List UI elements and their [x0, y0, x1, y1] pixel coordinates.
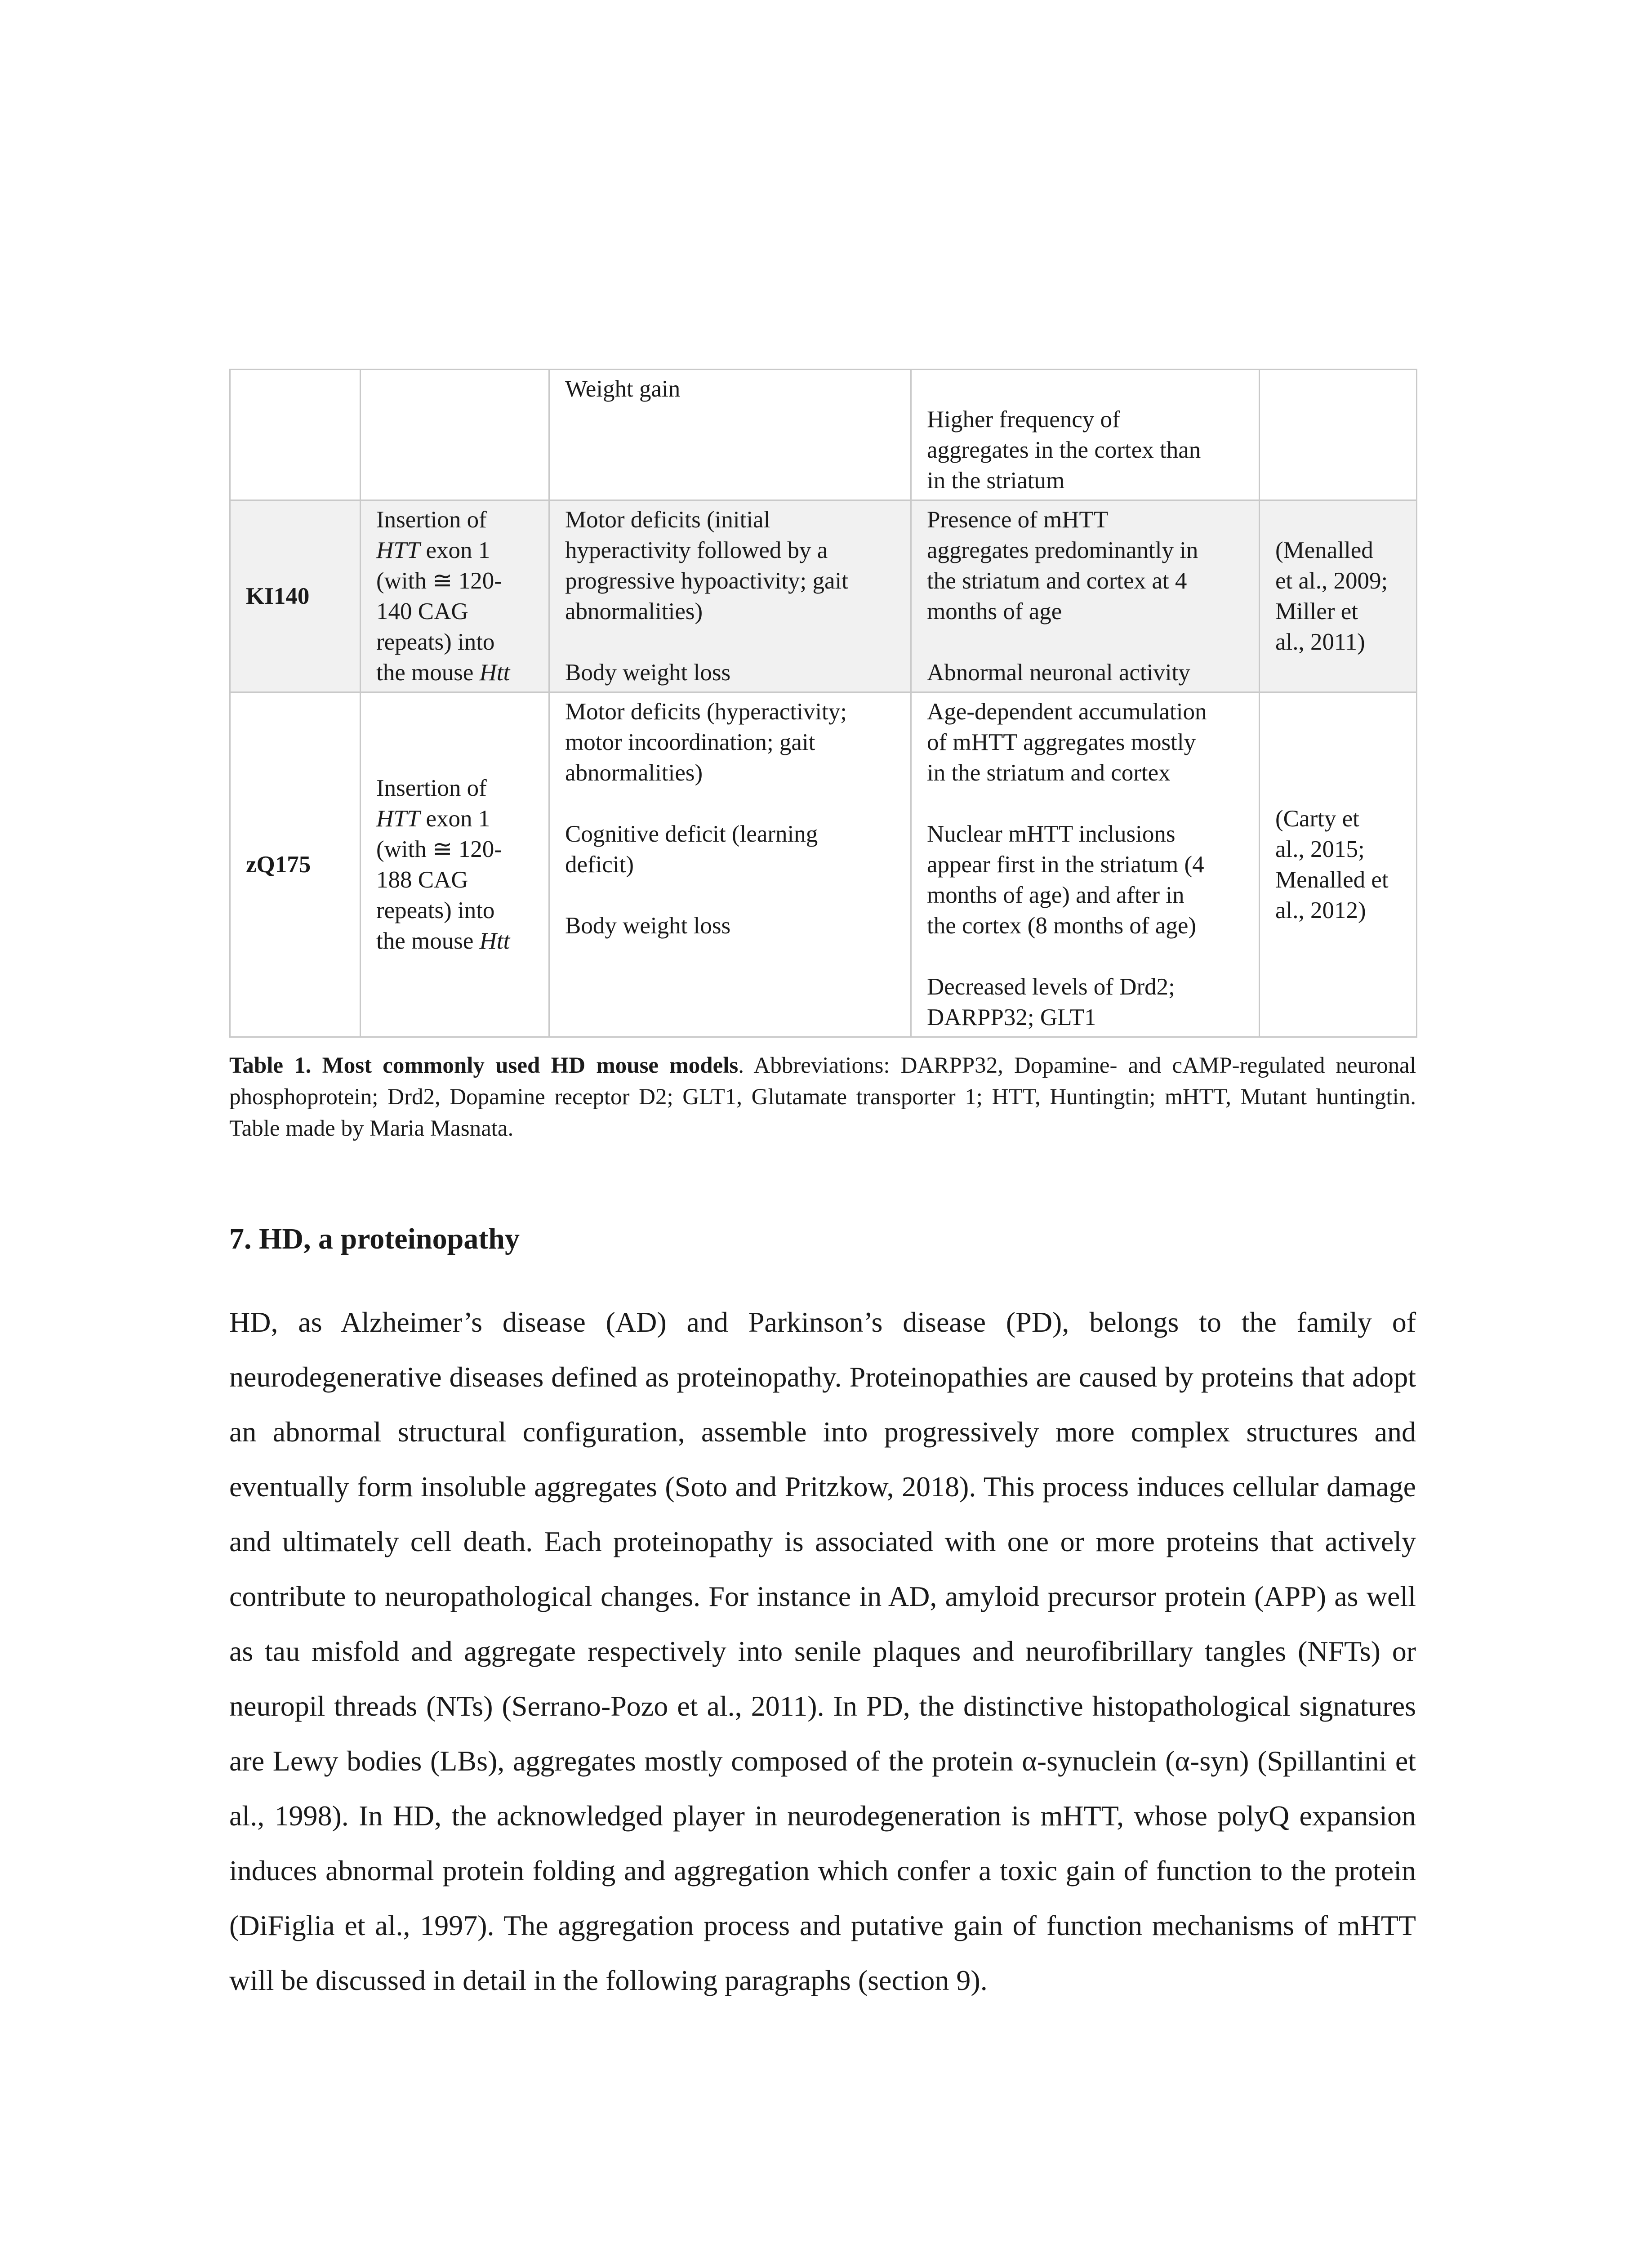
table-row	[230, 692, 1417, 1037]
cell-line: the mouse Htt	[376, 928, 510, 954]
cell-line: al., 2011)	[1275, 629, 1365, 655]
cell-line: (with ≅ 120-	[376, 836, 502, 862]
section-paragraph: HD, as Alzheimer’s disease (AD) and Parkinson’s disease (PD), belongs to the family of neurodegenerative diseases defined as proteinopathy. Proteinopathies are caused by proteins that adopt an abnormal structural configuration, assemble into progressively more complex structures and eventually form insoluble aggregates (Soto and Pritzkow, 2018). This process induces cellular damage and ultimately cell death. Each proteinopathy is associated with one or more proteins that actively contribute to neuropathological changes. For instance in AD, amyloid precursor protein (APP) as well as tau misfold and aggregate respectively into senile plaques and neurofibrillary tangles (NFTs) or neuropil threads (NTs) (Serrano-Pozo et al., 2011). In PD, the distinctive histopathological signatures are Lewy bodies (LBs), aggregates mostly composed of the protein α-synuclein (α-syn) (Spillantini et al., 1998). In HD, the acknowledged player in neurodegeneration is mHTT, whose polyQ expansion induces abnormal protein folding and aggregation which confer a toxic gain of function to the protein (DiFiglia et al., 1997). The aggregation process and putative gain of function mechanisms of mHTT will be discussed in detail in the following paragraphs (section 9).	[229, 1306, 1416, 1996]
construct-cell	[361, 692, 549, 1037]
table-caption	[229, 1050, 1416, 1144]
cell-line: 188 CAG	[376, 867, 468, 893]
mouse-models-table	[229, 369, 1417, 1038]
cell-line: abnormalities)	[565, 598, 703, 624]
phenotype-cell	[549, 370, 911, 500]
model-cell	[230, 370, 361, 500]
construct-cell	[361, 370, 549, 500]
cell-line: months of age	[927, 598, 1062, 624]
model-cell	[230, 500, 361, 692]
cell-line: Higher frequency of	[927, 406, 1120, 433]
cell-line: Weight gain	[565, 376, 681, 402]
cell-line: Presence of mHTT	[927, 507, 1109, 533]
phenotype-cell	[549, 692, 911, 1037]
cell-line: Age-dependent accumulation	[927, 699, 1207, 725]
references-cell	[1260, 692, 1417, 1037]
cell-line: (Menalled	[1275, 537, 1373, 563]
cell-line: (Carty et	[1275, 806, 1359, 832]
cell-line: HTT exon 1	[376, 537, 490, 563]
cell-line: hyperactivity followed by a	[565, 537, 828, 563]
cell-line: aggregates predominantly in	[927, 537, 1198, 563]
cell-line	[565, 880, 895, 910]
cell-line: repeats) into	[376, 897, 495, 923]
table-row	[230, 370, 1417, 500]
cell-line: Nuclear mHTT inclusions	[927, 821, 1176, 847]
cell-line: Menalled et	[1275, 867, 1389, 893]
cell-line: the mouse Htt	[376, 660, 510, 686]
cell-line: DARPP32; GLT1	[927, 1004, 1096, 1030]
cell-line	[927, 788, 1243, 819]
cell-line: 140 CAG	[376, 598, 468, 624]
cell-line: the cortex (8 months of age)	[927, 913, 1196, 939]
cell-line: the striatum and cortex at 4	[927, 568, 1187, 594]
cell-line: aggregates in the cortex than	[927, 437, 1201, 463]
cell-line: deficit)	[565, 852, 634, 878]
caption-text: . Abbreviations: DARPP32, Dopamine- and cAMP-regulated neuronal phosphoprotein; Drd2, Dopamine receptor D2; GLT1, Glutamate transporter 1; HTT, Huntingtin; mHTT, Mutant huntingtin. Table made by Maria Masnata.	[229, 1053, 1416, 1141]
model-name: zQ175	[246, 852, 311, 878]
cell-line	[927, 941, 1243, 972]
cell-line: repeats) into	[376, 629, 495, 655]
cell-line: Cognitive deficit (learning	[565, 821, 818, 847]
cell-line: of mHTT aggregates mostly	[927, 729, 1196, 755]
cell-line: in the striatum and cortex	[927, 760, 1171, 786]
cell-line: in the striatum	[927, 468, 1065, 494]
cell-line: motor incoordination; gait	[565, 729, 815, 755]
cell-line: Body weight loss	[565, 660, 731, 686]
table-body	[230, 370, 1417, 1037]
references-cell	[1260, 370, 1417, 500]
mouse-models-table-container	[229, 369, 1416, 1038]
cell-line: HTT exon 1	[376, 806, 490, 832]
cell-line	[927, 374, 1243, 404]
cell-line: al., 2012)	[1275, 897, 1366, 923]
cell-line: Insertion of	[376, 775, 487, 801]
cell-line: et al., 2009;	[1275, 568, 1388, 594]
cell-line: abnormalities)	[565, 760, 703, 786]
section-heading: 7. HD, a proteinopathy	[229, 1222, 520, 1255]
cell-line: progressive hypoactivity; gait	[565, 568, 848, 594]
phenotype-cell	[549, 500, 911, 692]
model-cell	[230, 692, 361, 1037]
cell-line: al., 2015;	[1275, 836, 1365, 862]
cell-line: Body weight loss	[565, 913, 731, 939]
cell-line: months of age) and after in	[927, 882, 1184, 908]
pathology-cell	[911, 370, 1260, 500]
cell-line	[927, 627, 1243, 657]
cell-line: Abnormal neuronal activity	[927, 660, 1190, 686]
model-name: KI140	[246, 583, 310, 609]
references-cell	[1260, 500, 1417, 692]
pathology-cell	[911, 500, 1260, 692]
cell-line	[565, 788, 895, 819]
pathology-cell	[911, 692, 1260, 1037]
cell-line: Decreased levels of Drd2;	[927, 974, 1175, 1000]
cell-line: (with ≅ 120-	[376, 568, 502, 594]
table-row	[230, 500, 1417, 692]
cell-line	[565, 627, 895, 657]
caption-title: Table 1. Most commonly used HD mouse models	[229, 1053, 739, 1078]
cell-line: Miller et	[1275, 598, 1358, 624]
cell-line: Motor deficits (hyperactivity;	[565, 699, 847, 725]
cell-line: Motor deficits (initial	[565, 507, 770, 533]
cell-line: appear first in the striatum (4	[927, 852, 1204, 878]
cell-line: Insertion of	[376, 507, 487, 533]
construct-cell	[361, 500, 549, 692]
